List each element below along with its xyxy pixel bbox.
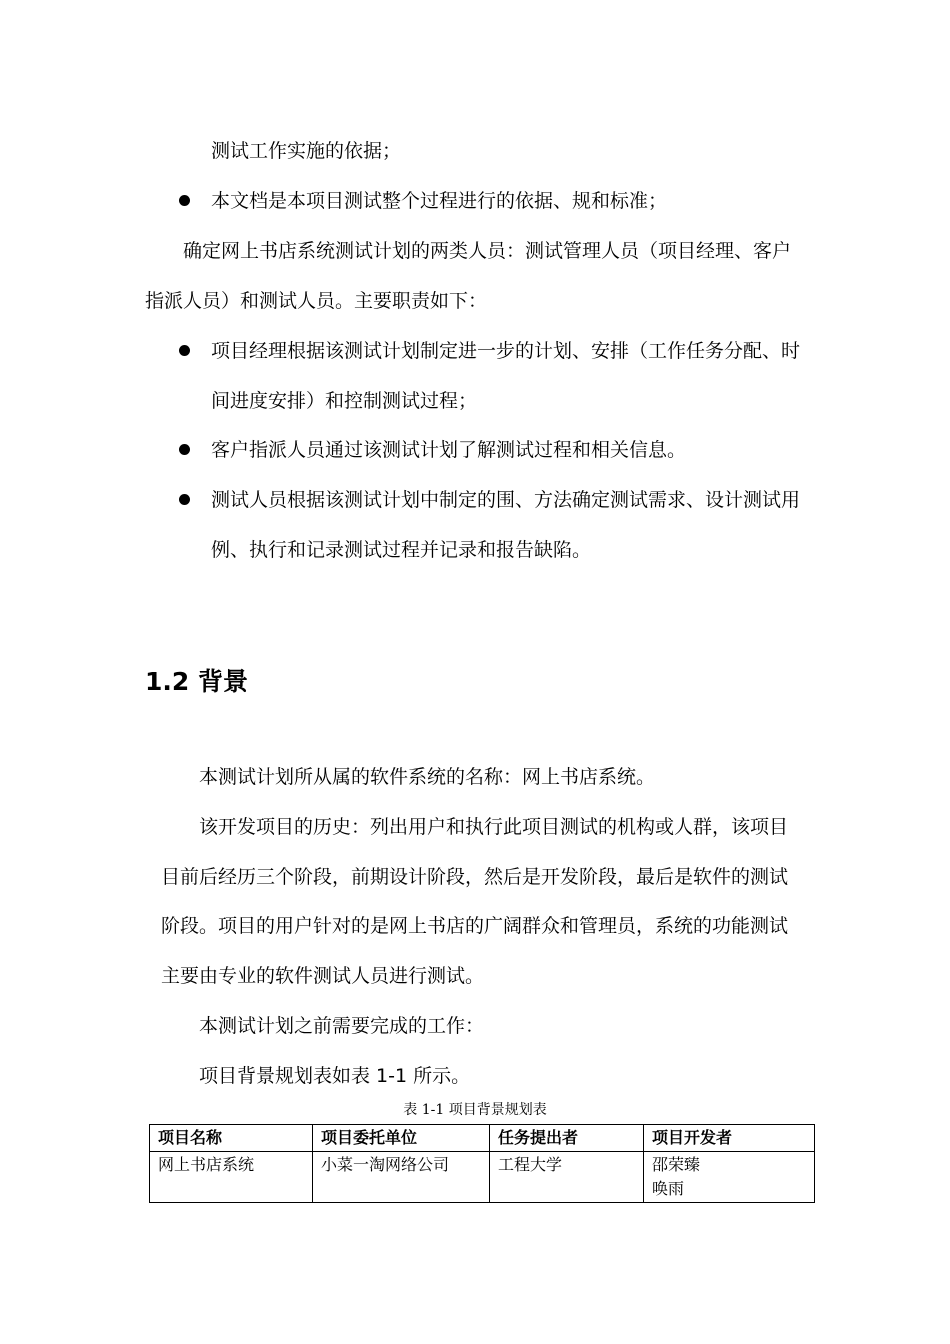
header-project-name: 项目名称 [150, 1125, 313, 1152]
bullet-tester-line1: 测试人员根据该测试计划中制定的围、方法确定测试需求、设计测试用 [211, 489, 801, 511]
bullet-dot-icon [179, 195, 190, 206]
bullet-dot-icon [179, 345, 190, 356]
cell-project-name: 网上书店系统 [150, 1152, 313, 1203]
developer-name-1: 邵荣臻 [652, 1155, 701, 1174]
cell-client-unit: 小菜一淘网络公司 [313, 1152, 490, 1203]
history-line2: 目前后经历三个阶段，前期设计阶段，然后是开发阶段，最后是软件的测试 [161, 866, 789, 888]
software-name-paragraph: 本测试计划所从属的软件系统的名称：网上书店系统。 [199, 766, 656, 788]
header-task-proposer: 任务提出者 [490, 1125, 644, 1152]
history-line3: 阶段。项目的用户针对的是网上书店的广阔群众和管理员，系统的功能测试 [161, 915, 789, 937]
bullet-pm-line2: 间进度安排）和控制测试过程； [211, 390, 478, 412]
bullet-tester-line2: 例、执行和记录测试过程并记录和报告缺陷。 [211, 539, 592, 561]
roles-intro-line1: 确定网上书店系统测试计划的两类人员：测试管理人员（项目经理、客户 [183, 240, 792, 262]
bullet-doc-basis: 本文档是本项目测试整个过程进行的依据、规和标准； [211, 190, 668, 212]
table-intro-paragraph: 项目背景规划表如表 1-1 所示。 [199, 1065, 471, 1087]
table-header-row [150, 1125, 815, 1152]
table-caption: 表 1-1 项目背景规划表 [403, 1102, 547, 1118]
table-row [150, 1152, 815, 1203]
section-heading-background: 1.2 背景 [145, 667, 248, 696]
prior-work-paragraph: 本测试计划之前需要完成的工作： [199, 1015, 485, 1037]
history-line1: 该开发项目的历史：列出用户和执行此项目测试的机构或人群，该项目 [199, 816, 789, 838]
cell-task-proposer: 工程大学 [490, 1152, 644, 1203]
bullet-pm-line1: 项目经理根据该测试计划制定进一步的计划、安排（工作任务分配、时 [211, 340, 801, 362]
bullet-dot-icon [179, 494, 190, 505]
developer-name-2: 唤雨 [652, 1179, 685, 1198]
cell-developer [644, 1152, 815, 1203]
roles-intro-line2: 指派人员）和测试人员。主要职责如下： [145, 290, 488, 312]
bullet-client: 客户指派人员通过该测试计划了解测试过程和相关信息。 [211, 439, 687, 461]
history-line4: 主要由专业的软件测试人员进行测试。 [161, 965, 485, 987]
header-developer: 项目开发者 [644, 1125, 815, 1152]
purpose-continuation: 测试工作实施的依据； [211, 140, 402, 162]
header-client-unit: 项目委托单位 [313, 1125, 490, 1152]
project-background-table [149, 1124, 815, 1203]
bullet-dot-icon [179, 444, 190, 455]
